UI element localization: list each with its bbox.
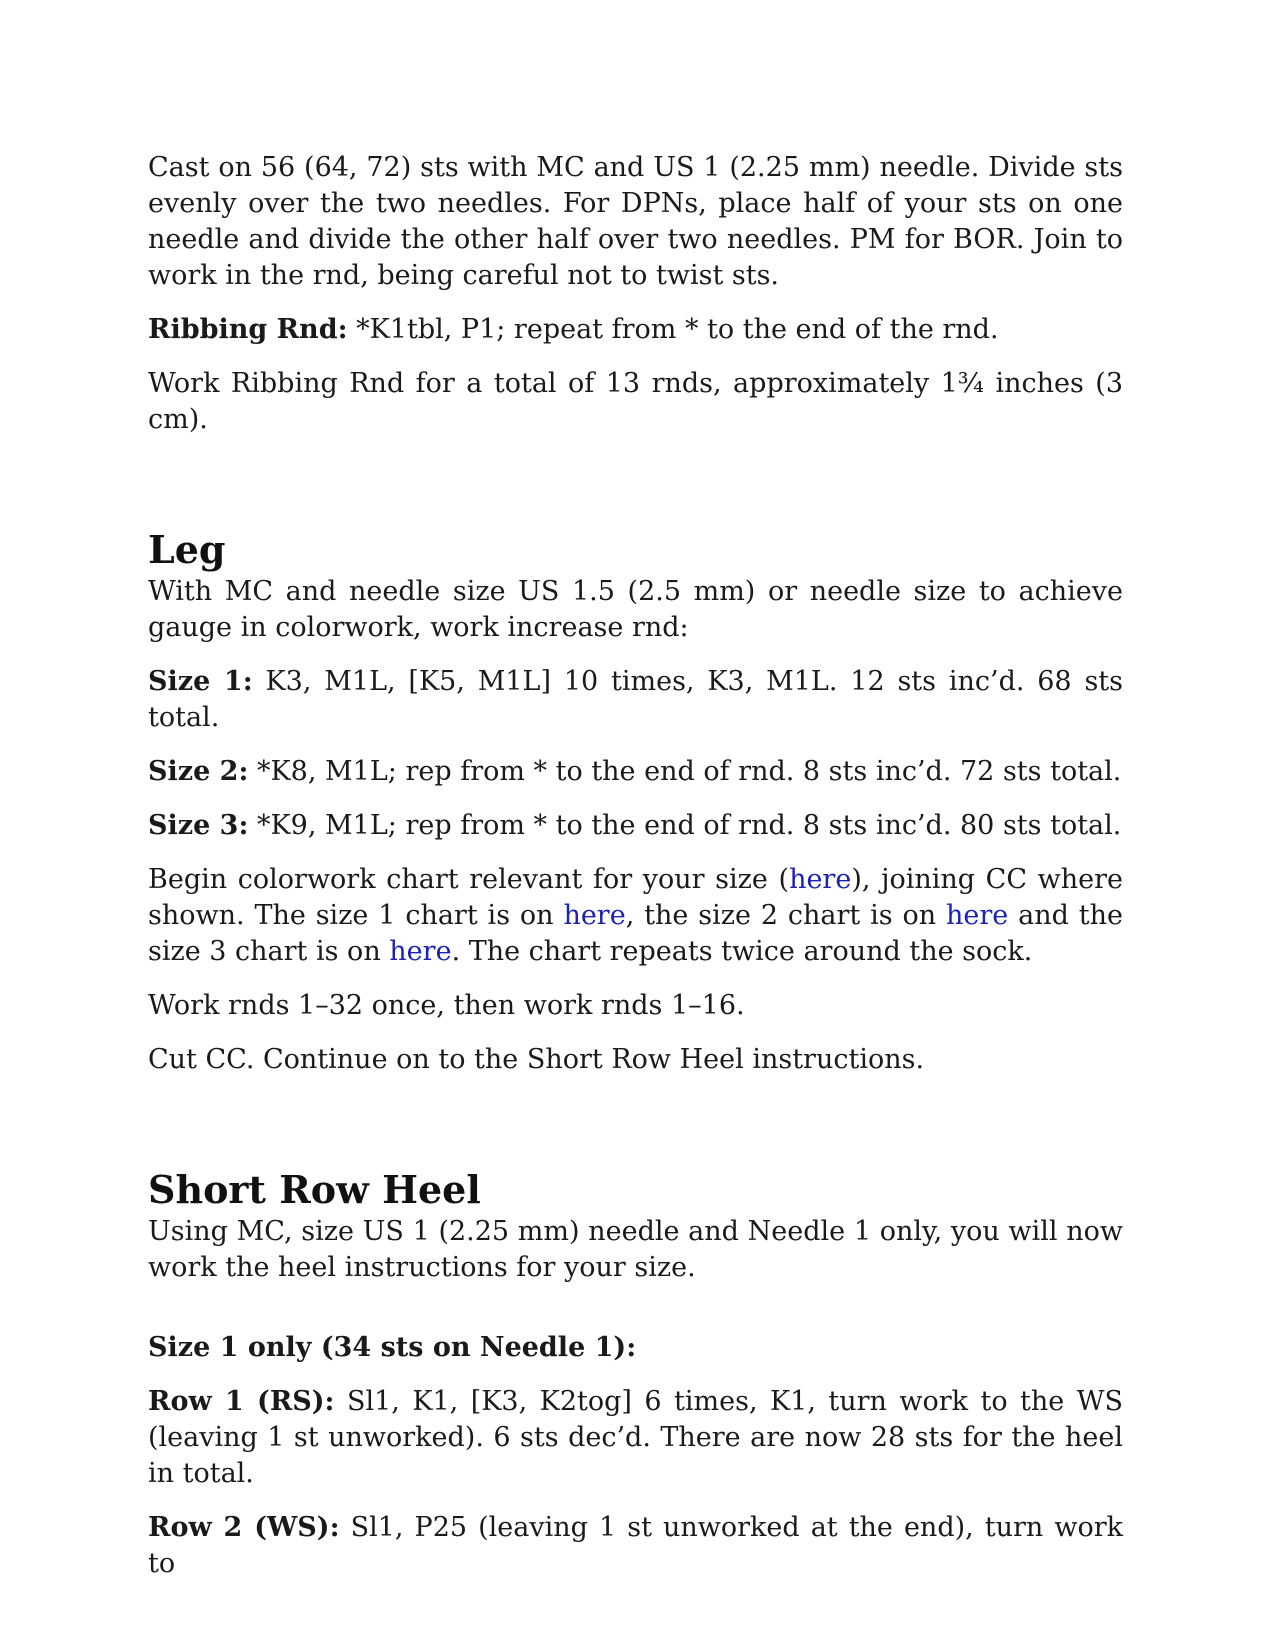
chart-text-2: ), joining CC where shown. The size 1 chart is on <box>148 864 1124 931</box>
size-3-paragraph <box>148 808 1123 844</box>
chart-text-3: , the size 2 chart is on <box>625 900 946 931</box>
cast-on-paragraph: Cast on 56 (64, 72) sts with MC and US 1 (2.25 mm) needle. Divide sts evenly over the two needles. For DPNs, place half of your sts on one needle and divide the other half over two needles. PM for BOR. Join to work in the rnd, being careful not to twist sts. <box>148 152 1123 291</box>
short-row-heel-heading: Short Row Heel <box>148 1167 481 1212</box>
chart-text-1: Begin colorwork chart relevant for your size ( <box>148 864 790 895</box>
work-rnds-paragraph: Work rnds 1–32 once, then work rnds 1–16. <box>148 990 745 1021</box>
heel-intro-paragraph: Using MC, size US 1 (2.25 mm) needle and Needle 1 only, you will now work the heel instructions for your size. <box>148 1216 1123 1283</box>
chart-text-4: and the size 3 chart is on <box>148 900 1123 967</box>
ribbing-rnd-text: *K1tbl, P1; repeat from * to the end of the rnd. <box>347 314 999 345</box>
leg-heading: Leg <box>148 527 226 572</box>
size-2-label: Size 2: <box>148 756 249 787</box>
row-2-text: Sl1, P25 (leaving 1 st unworked at the end), turn work to <box>148 1512 1123 1579</box>
ribbing-rnd-paragraph <box>148 312 1123 348</box>
colorwork-chart-paragraph <box>148 862 1123 970</box>
size-1-chart-link[interactable]: here <box>563 900 626 931</box>
ribbing-rnd-label: Ribbing Rnd: <box>148 314 348 345</box>
ribbing-length-paragraph: Work Ribbing Rnd for a total of 13 rnds, approximately 1¾ inches (3 cm). <box>148 368 1123 435</box>
document-page <box>148 150 1123 1600</box>
size-1-only-label: Size 1 only (34 sts on Needle 1): <box>148 1332 637 1363</box>
size-1-paragraph <box>148 664 1123 736</box>
size-2-paragraph <box>148 754 1123 790</box>
size-3-chart-link[interactable]: here <box>389 936 452 967</box>
chart-link-here[interactable]: here <box>789 864 852 895</box>
size-3-text: *K9, M1L; rep from * to the end of rnd. 8 sts inc’d. 80 sts total. <box>248 810 1122 841</box>
row-2-paragraph <box>148 1510 1123 1582</box>
row-1-text: Sl1, K1, [K3, K2tog] 6 times, K1, turn work to the WS (leaving 1 st unworked). 6 sts dec’d. There are now 28 sts for the heel in total. <box>148 1386 1123 1489</box>
size-1-label: Size 1: <box>148 666 253 697</box>
size-2-chart-link[interactable]: here <box>945 900 1009 931</box>
size-2-text: *K8, M1L; rep from * to the end of rnd. 8 sts inc’d. 72 sts total. <box>248 756 1122 787</box>
size-1-only-heading <box>148 1330 1123 1366</box>
size-3-label: Size 3: <box>148 810 249 841</box>
row-1-label: Row 1 (RS): <box>148 1386 335 1417</box>
row-2-label: Row 2 (WS): <box>148 1512 340 1543</box>
row-1-paragraph <box>148 1384 1123 1492</box>
size-1-text: K3, M1L, [K5, M1L] 10 times, K3, M1L. 12 sts inc’d. 68 sts total. <box>148 666 1124 733</box>
leg-intro-paragraph: With MC and needle size US 1.5 (2.5 mm) or needle size to achieve gauge in colorwork, work increase rnd: <box>148 576 1123 643</box>
cut-cc-paragraph: Cut CC. Continue on to the Short Row Heel instructions. <box>148 1044 925 1075</box>
chart-text-5: . The chart repeats twice around the sock. <box>451 936 1033 967</box>
